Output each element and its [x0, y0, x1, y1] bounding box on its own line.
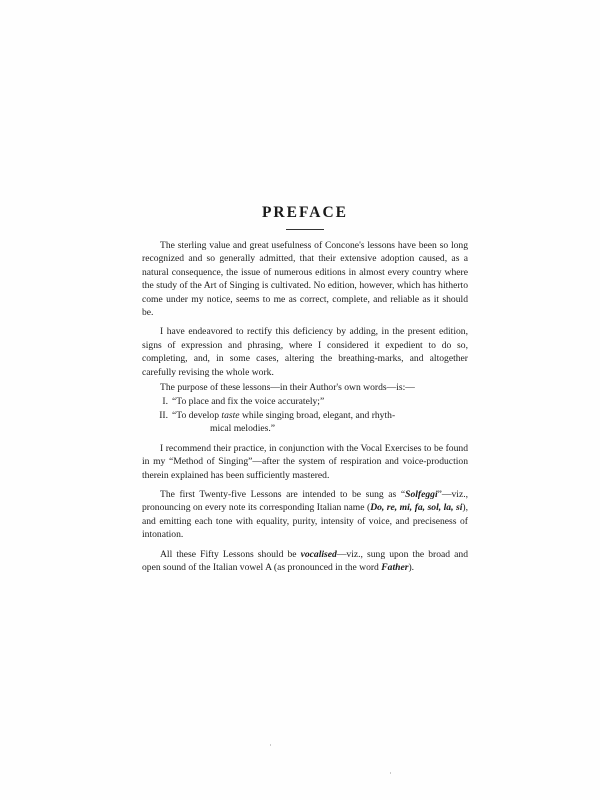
title-rule — [286, 229, 324, 230]
page-title: PREFACE — [261, 204, 349, 221]
paper-speck — [390, 772, 391, 774]
text-run: —viz., sung upon the broad and open sound of the Italian vowel A (as pronounced in the word — [142, 548, 468, 573]
paragraph-6 — [142, 548, 468, 575]
paragraph-4: I recommend their practice, in conjunction with the Vocal Exercises to be found in my “Method of Singing”—after the system of respiration and voice-production therein explained has been sufficiently mastered. — [142, 442, 468, 481]
purpose-item-1 — [142, 395, 468, 408]
list-text: while singing broad, elegant, and rhyth- — [239, 409, 396, 421]
preface-body — [142, 204, 468, 574]
purpose-item-2 — [142, 409, 468, 436]
text-run: ”—viz., pronouncing on every note its corresponding Italian name ( — [142, 488, 468, 514]
paragraph-3: The purpose of these lessons—in their Author's own words—is:— — [160, 382, 415, 394]
emphasis-father: Father — [381, 561, 409, 573]
purpose-list — [142, 395, 468, 435]
text-run: ), and emitting each tone with equality, purity, intensity of voice, and preciseness of intonation. — [142, 502, 468, 541]
text-run: All these Fifty Lessons should be — [160, 548, 301, 560]
paragraph-1: The sterling value and great usefulness of Concone's lessons have been so long recognized and so generally admitted, that their extensive adoption caused, as a natural consequence, the issue of numerous editions in almost every country where the study of the Art of Singing is cultivated. No edition, however, which has hitherto come under my notice, seems to me as correct, complete, and reliable as it should be. — [142, 240, 468, 319]
emphasis-solfeggi: Solfeggi — [405, 488, 438, 500]
emphasis-syllables: Do, re, mi, fa, sol, la, si — [370, 502, 463, 514]
paper-speck — [270, 744, 271, 746]
text-run: The first Twenty-five Lessons are intended to be sung as “ — [160, 488, 406, 500]
list-continuation: mical melodies.” — [210, 423, 276, 435]
text-run: ). — [408, 561, 415, 573]
emphasis-vocalised: vocalised — [300, 548, 337, 560]
list-number: I. — [162, 396, 168, 408]
list-text: “To develop — [172, 409, 222, 421]
list-number: II. — [159, 409, 168, 421]
emphasis-taste: taste — [221, 409, 240, 421]
list-text: “To place and fix the voice accurately;” — [172, 396, 325, 408]
paragraph-5 — [142, 488, 468, 542]
paragraph-2: I have endeavored to rectify this deficiency by adding, in the present edition, signs of expression and phrasing, where I considered it expedient to do so, completing, and, in some cases, altering the breathing-marks, and altogether carefully revising the whole work. — [142, 326, 468, 378]
